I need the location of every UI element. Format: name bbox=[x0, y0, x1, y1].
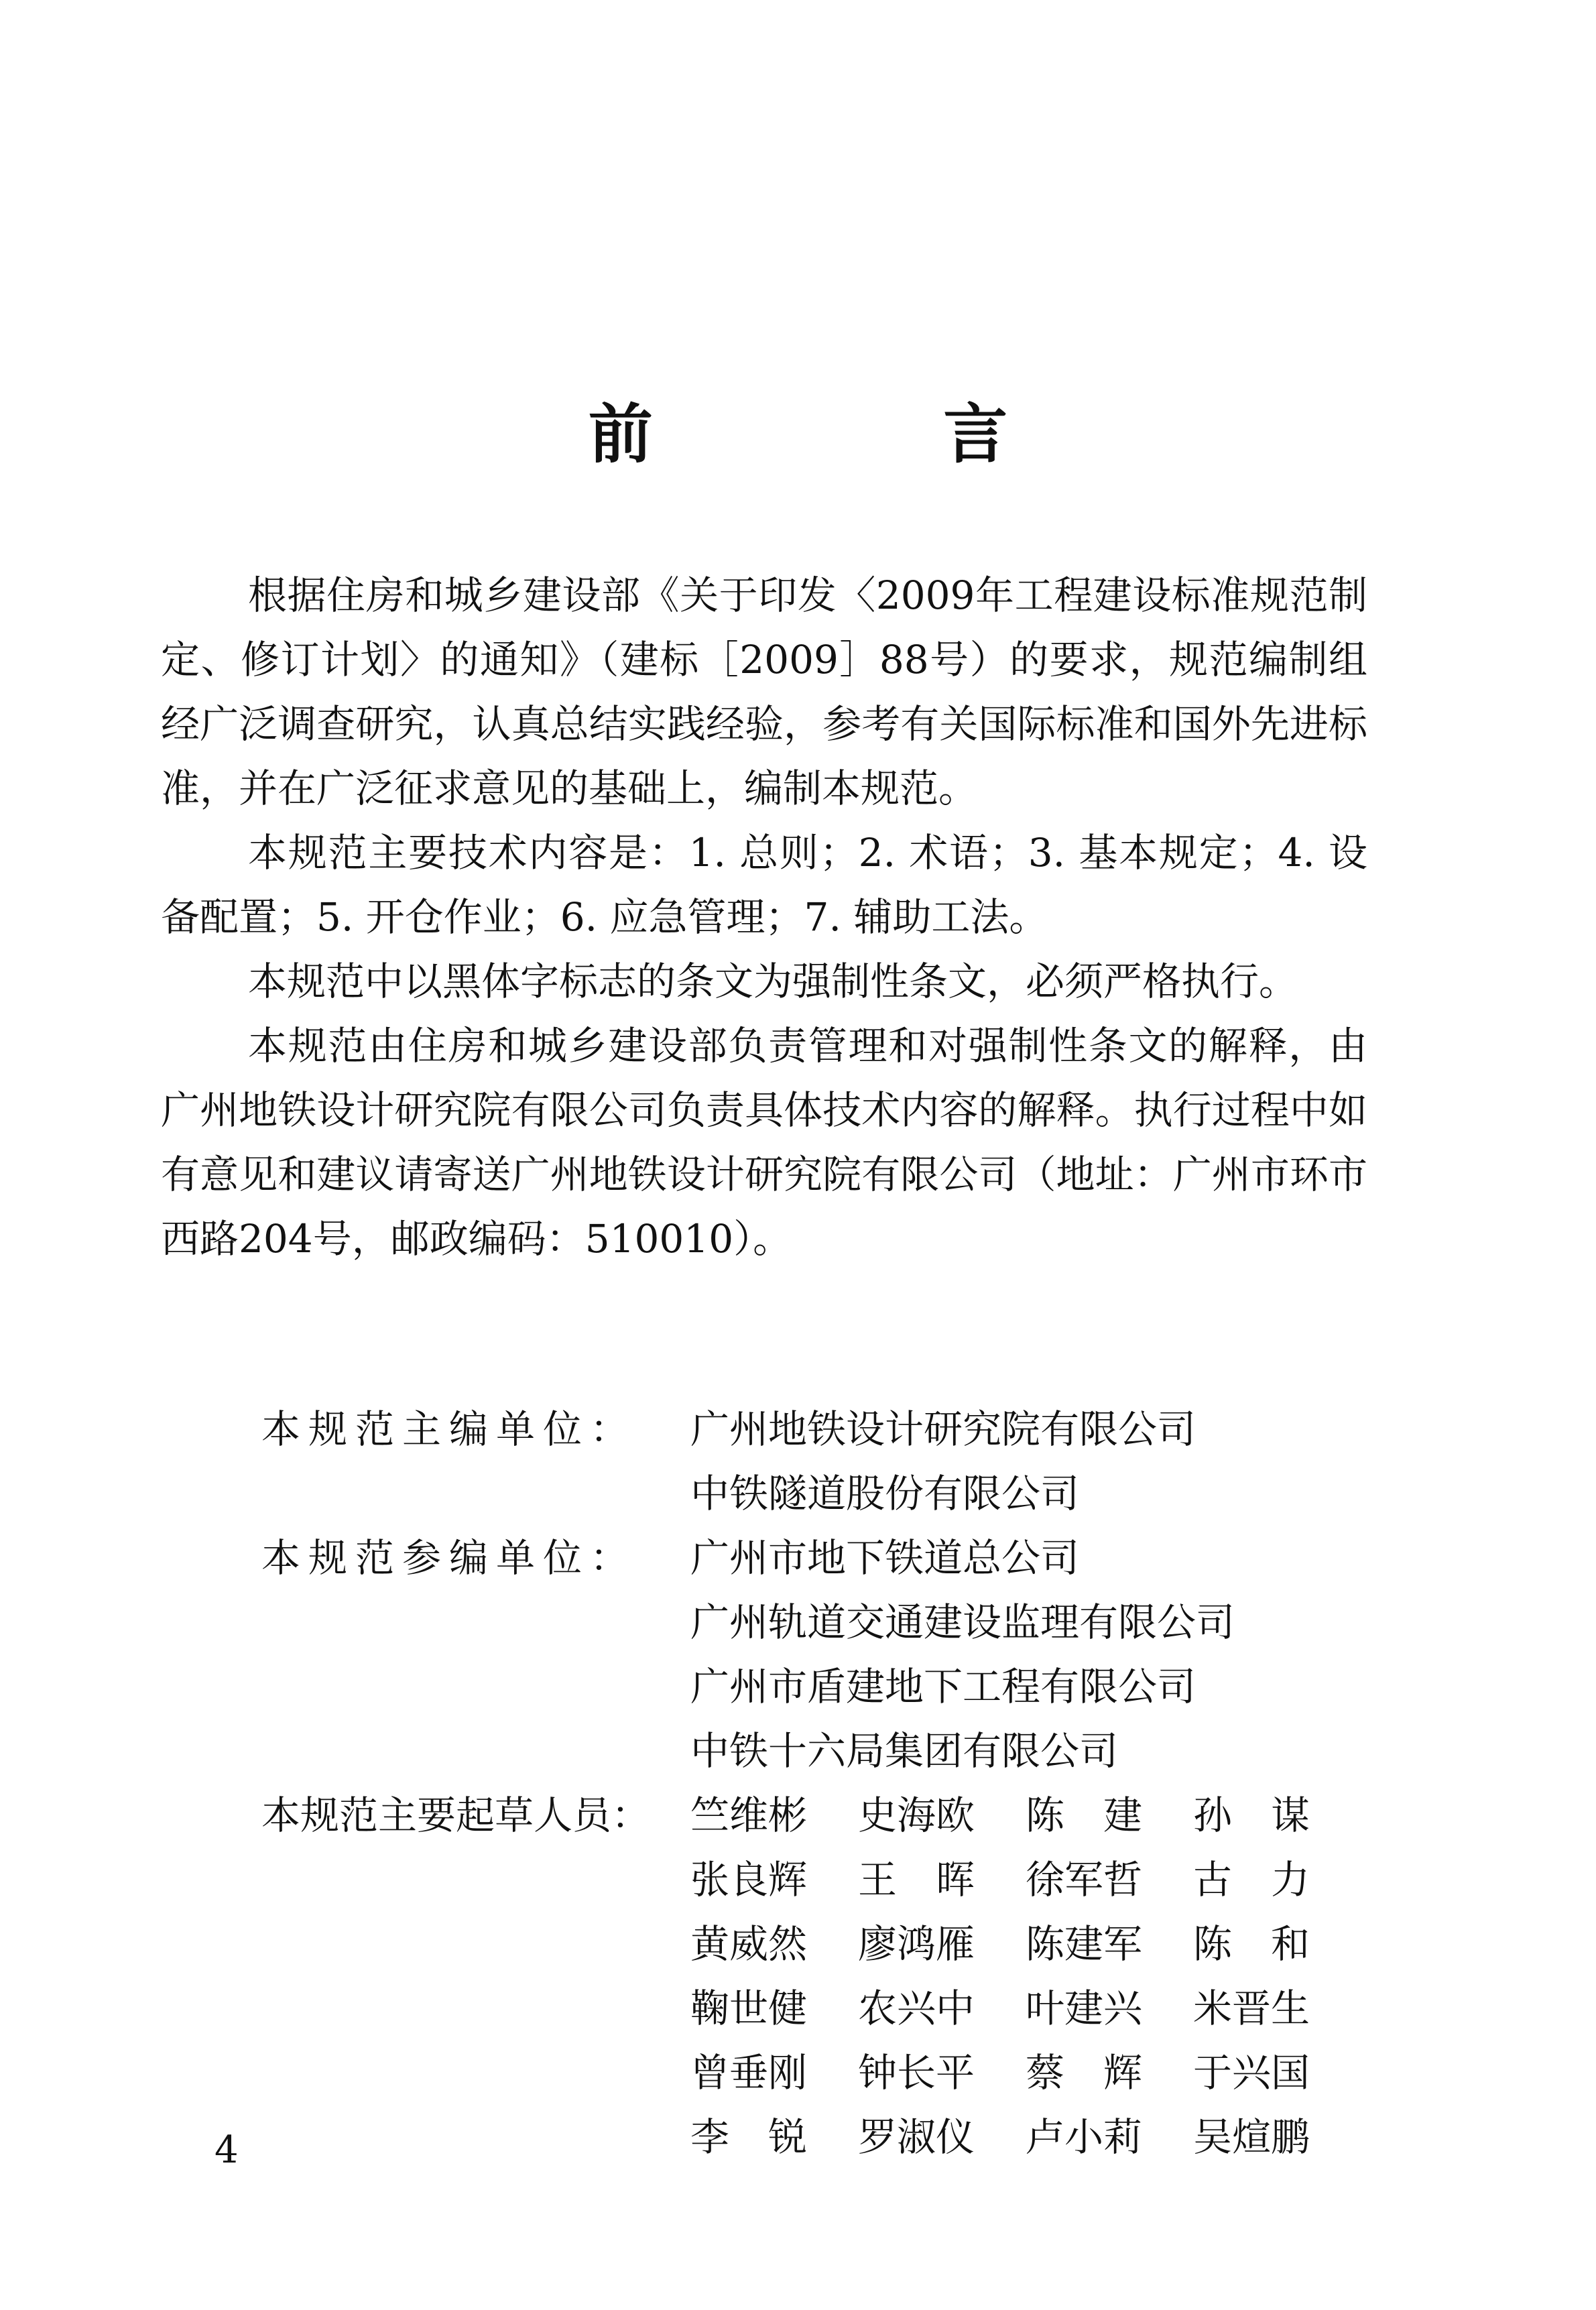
participating-unit-row bbox=[161, 1654, 1367, 1719]
drafter-name: 吴煊鹏 bbox=[1193, 2114, 1310, 2160]
paragraph-management: 本规范由住房和城乡建设部负责管理和对强制性条文的解释，由广州地铁设计研究院有限公司负责具体技术内容的解释。执行过程中如有意见和建议请寄送广州地铁设计研究院有限公司（地址：广州市环市西路204号，邮政编码：510010）。 bbox=[161, 1023, 1367, 1262]
page-number: 4 bbox=[214, 2128, 239, 2172]
drafters-row bbox=[161, 1783, 1367, 2172]
drafter-name: 于兴国 bbox=[1193, 2050, 1310, 2095]
participating-unit-row bbox=[161, 1719, 1367, 1783]
drafters-label: 本规范主要起草人员： bbox=[261, 1792, 651, 1838]
chief-unit-row bbox=[161, 1397, 1367, 1461]
participating-unit: 广州市地下铁道总公司 bbox=[690, 1535, 1080, 1581]
participating-unit-row bbox=[161, 1526, 1367, 1590]
paragraph-basis: 根据住房和城乡建设部《关于印发〈2009年工程建设标准规范制定、修订计划〉的通知》（建标［2009］88号）的要求，规范编制组经广泛调查研究，认真总结实践经验，参考有关国际标准和国外先进标准，并在广泛征求意见的基础上，编制本规范。 bbox=[161, 572, 1367, 811]
drafter-name: 黄威然 bbox=[690, 1921, 808, 1967]
units-section bbox=[161, 1397, 1367, 2172]
drafters-names bbox=[690, 1783, 1361, 2169]
participating-units-label: 本规范参编单位： bbox=[261, 1535, 637, 1581]
participating-unit: 广州市盾建地下工程有限公司 bbox=[690, 1664, 1196, 1709]
drafter-name: 陈 建 bbox=[1026, 1792, 1143, 1838]
chief-unit: 中铁隧道股份有限公司 bbox=[690, 1471, 1080, 1516]
drafter-name: 古 力 bbox=[1193, 1857, 1310, 1902]
participating-unit: 广州轨道交通建设监理有限公司 bbox=[690, 1599, 1235, 1645]
drafter-name: 叶建兴 bbox=[1026, 1986, 1143, 2031]
page-title: 前 言 bbox=[588, 396, 1142, 472]
chief-unit-row bbox=[161, 1461, 1367, 1526]
drafter-name: 农兴中 bbox=[858, 1986, 975, 2031]
preface-body bbox=[161, 563, 1367, 1271]
chief-unit: 广州地铁设计研究院有限公司 bbox=[690, 1406, 1196, 1452]
drafter-name: 罗淑仪 bbox=[858, 2114, 975, 2160]
drafter-name: 史海欧 bbox=[858, 1792, 975, 1838]
drafter-name: 卢小莉 bbox=[1026, 2114, 1143, 2160]
paragraph-mandatory: 本规范中以黑体字标志的条文为强制性条文，必须严格执行。 bbox=[248, 959, 1298, 1004]
drafter-name: 鞠世健 bbox=[690, 1986, 808, 2031]
drafter-name: 徐军哲 bbox=[1026, 1857, 1143, 1902]
drafter-name: 钟长平 bbox=[858, 2050, 975, 2095]
drafter-name: 王 晖 bbox=[858, 1857, 975, 1902]
drafter-name: 竺维彬 bbox=[690, 1792, 808, 1838]
drafter-name: 李 锐 bbox=[690, 2114, 808, 2160]
drafter-name: 孙 谋 bbox=[1193, 1792, 1310, 1838]
participating-unit-row bbox=[161, 1590, 1367, 1654]
participating-unit: 中铁十六局集团有限公司 bbox=[690, 1728, 1119, 1774]
drafter-name: 张良辉 bbox=[690, 1857, 808, 1902]
drafter-name: 廖鸿雁 bbox=[858, 1921, 975, 1967]
drafter-name: 米晋生 bbox=[1193, 1986, 1310, 2031]
drafter-name: 陈建军 bbox=[1026, 1921, 1143, 1967]
drafter-name: 曾垂刚 bbox=[690, 2050, 808, 2095]
paragraph-contents: 本规范主要技术内容是：1. 总则；2. 术语；3. 基本规定；4. 设备配置；5. 开仓作业；6. 应急管理；7. 辅助工法。 bbox=[161, 830, 1367, 940]
chief-units-label: 本规范主编单位： bbox=[261, 1406, 637, 1452]
drafter-name: 陈 和 bbox=[1193, 1921, 1310, 1967]
drafter-name: 蔡 辉 bbox=[1026, 2050, 1143, 2095]
